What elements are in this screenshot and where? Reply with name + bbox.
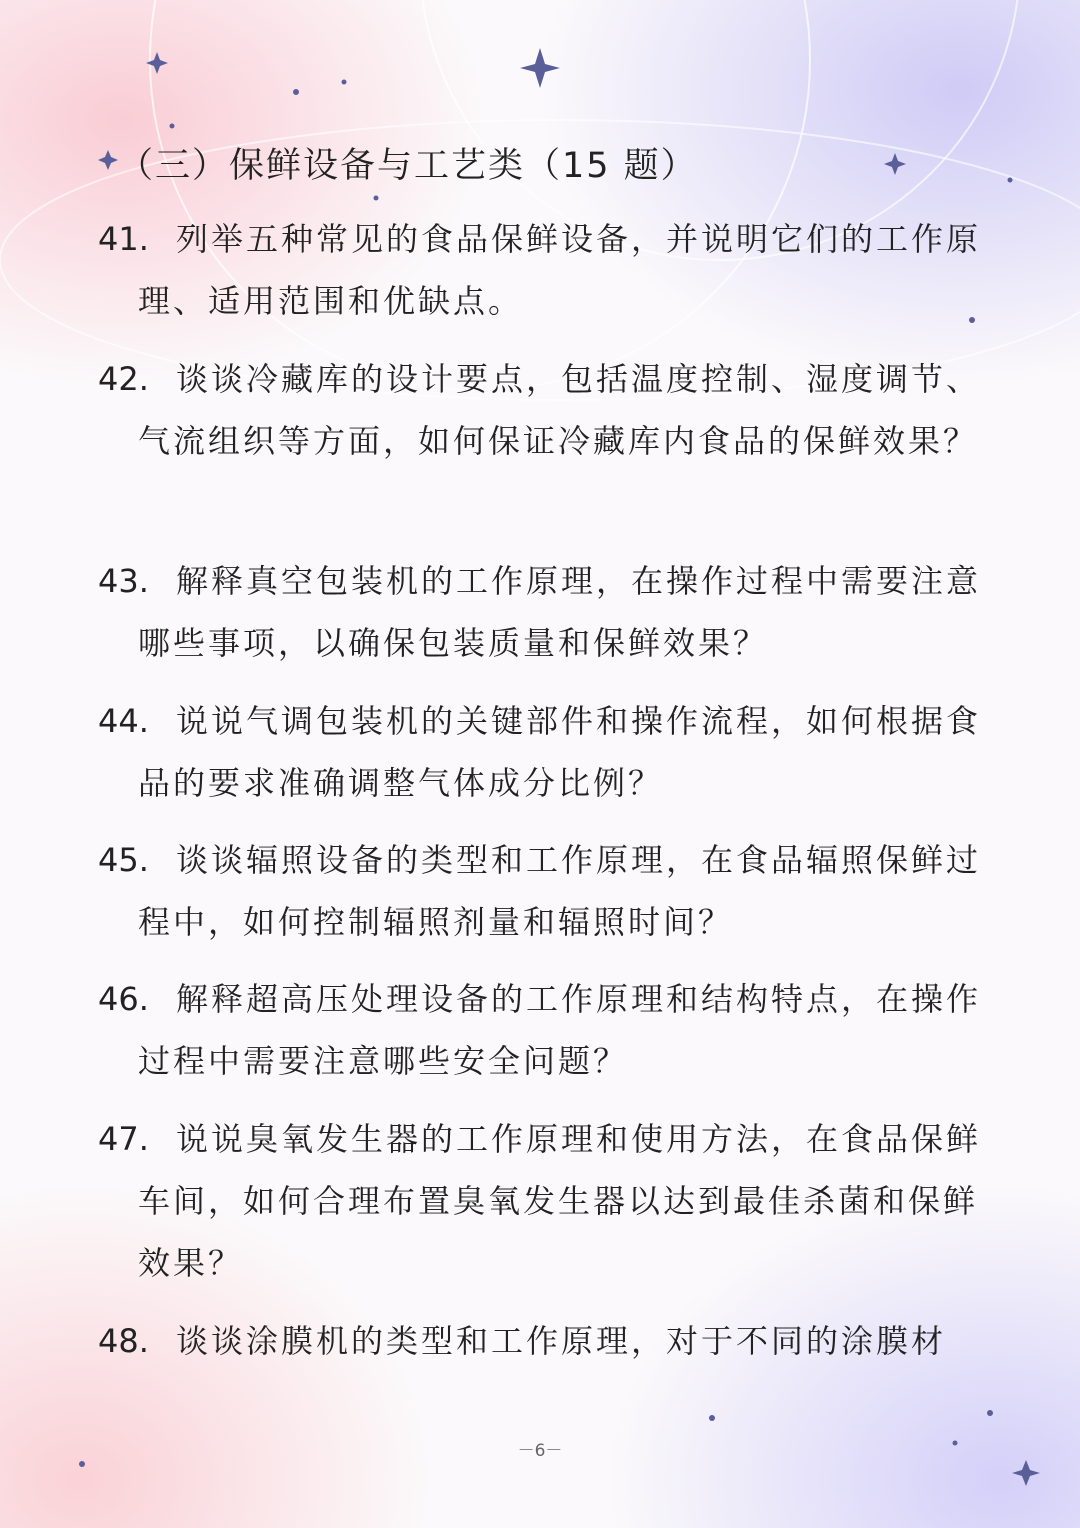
question-number: 47. [98, 1120, 149, 1158]
star-icon [374, 196, 379, 201]
question-text: 解释超高压处理设备的工作原理和结构特点，在操作过程中需要注意哪些安全问题？ [138, 980, 982, 1080]
star-icon [342, 80, 347, 85]
question-number: 44. [98, 702, 149, 740]
question-item [98, 208, 998, 332]
star-icon [1012, 1460, 1040, 1486]
star-icon [79, 1461, 85, 1467]
section-title: （三）保鲜设备与工艺类（15 题） [118, 146, 698, 186]
question-text: 谈谈冷藏库的设计要点，包括温度控制、湿度调节、气流组织等方面，如何保证冷藏库内食品的保鲜效果？ [138, 360, 982, 460]
question-item [98, 348, 998, 472]
star-icon [98, 150, 118, 170]
star-icon [170, 124, 175, 129]
question-number: 41. [98, 220, 149, 258]
question-number: 48. [98, 1322, 149, 1360]
question-text: 列举五种常见的食品保鲜设备，并说明它们的工作原理、适用范围和优缺点。 [138, 220, 982, 320]
star-icon [1008, 178, 1013, 183]
question-item [98, 1108, 998, 1294]
question-item [98, 968, 998, 1092]
question-item [98, 1310, 998, 1372]
question-number: 43. [98, 562, 149, 600]
star-icon [884, 153, 906, 175]
question-item [98, 690, 998, 814]
question-number: 42. [98, 360, 149, 398]
question-number: 45. [98, 841, 149, 879]
question-item [98, 550, 998, 674]
star-icon [293, 89, 299, 95]
page-number: －6－ [517, 1441, 563, 1461]
question-text: 说说气调包装机的关键部件和操作流程，如何根据食品的要求准确调整气体成分比例？ [138, 702, 982, 802]
star-icon [709, 1415, 715, 1421]
question-text: 说说臭氧发生器的工作原理和使用方法，在食品保鲜车间，如何合理布置臭氧发生器以达到最佳杀菌和保鲜效果？ [138, 1120, 982, 1282]
question-number: 46. [98, 980, 149, 1018]
star-icon [520, 48, 560, 88]
question-text: 谈谈涂膜机的类型和工作原理，对于不同的涂膜材 [176, 1322, 947, 1360]
question-text: 解释真空包装机的工作原理，在操作过程中需要注意哪些事项，以确保包装质量和保鲜效果？ [138, 562, 982, 662]
question-text: 谈谈辐照设备的类型和工作原理，在食品辐照保鲜过程中，如何控制辐照剂量和辐照时间？ [138, 841, 982, 941]
question-item [98, 829, 998, 953]
star-icon [987, 1410, 993, 1416]
